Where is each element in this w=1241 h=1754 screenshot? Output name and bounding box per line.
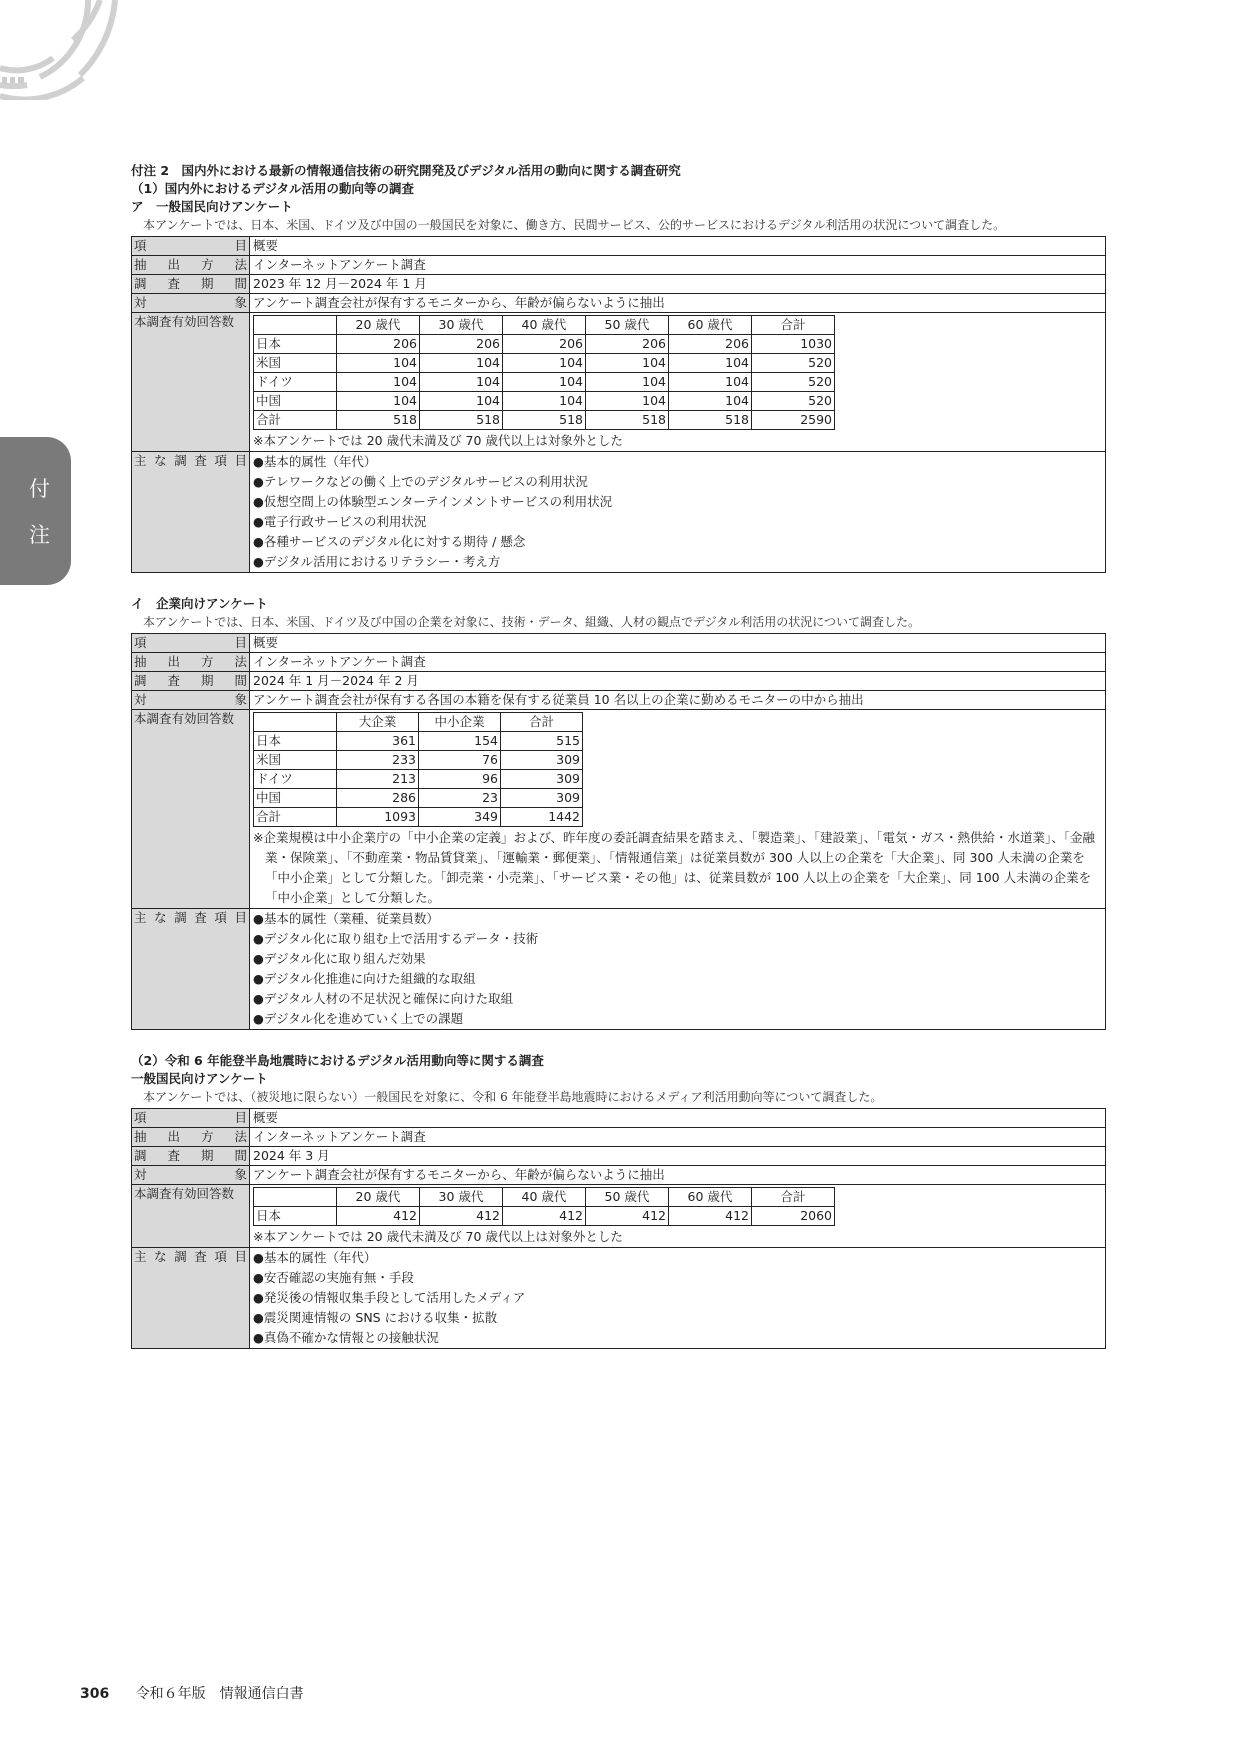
page-title: 付注 2 国内外における最新の情報通信技術の研究開発及びデジタル活用の動向に関する調査研究 [131,163,681,178]
label-responses: 本調査有効回答数 [132,313,250,452]
side-tab-char: 付 [29,477,50,501]
survey-table-general-public [131,236,1106,573]
list-item: ●仮想空間上の体験型エンターテインメントサービスの利用状況 [253,494,613,509]
label-main-items: 主 な 調 査 項 目 [132,1248,250,1349]
section-heading-1: （1）国内外におけるデジタル活用の動向等の調査 [131,181,414,196]
main-items-list [250,452,1106,573]
intro-text-b: 本アンケートでは、日本、米国、ドイツ及び中国の企業を対象に、技術・データ、組織、人材の観点でデジタル利活用の状況について調査した。 [143,615,921,629]
label-responses: 本調査有効回答数 [132,710,250,909]
list-item: ●発災後の情報収集手段として活用したメディア [253,1290,526,1305]
list-item: ●デジタル化に取り組んだ効果 [253,951,426,966]
page-content [131,162,1106,1349]
side-tab-char: 注 [29,523,50,547]
list-item: ●デジタル活用におけるリテラシー・考え方 [253,554,501,569]
responses-note: ※本アンケートでは 20 歳代未満及び 70 歳代以上は対象外とした [253,433,623,448]
table-row: 米国 233 76 309 [254,751,583,770]
intro-text-a: 本アンケートでは、日本、米国、ドイツ及び中国の一般国民を対象に、働き方、民間サービス、公的サービスにおけるデジタル利活用の状況について調査した。 [143,218,1006,232]
responses-table [253,712,583,827]
subsection-heading-a: ア 一般国民向けアンケート [131,199,293,214]
section-heading-2: （2）令和 6 年能登半島地震時におけるデジタル活用動向等に関する調査 [131,1053,544,1068]
responses-table [253,1187,835,1226]
list-item: ●デジタル化推進に向けた組織的な取組 [253,971,476,986]
responses-cell [250,313,1106,452]
period-value: 2024 年 3 月 [250,1147,1106,1166]
main-items-list [250,1248,1106,1349]
list-item: ●震災関連情報の SNS における収集・拡散 [253,1310,498,1325]
table-row: ドイツ 213 96 309 [254,770,583,789]
label-target: 対 象 [132,691,250,710]
table-row: 中国 104 104 104 104 104 520 [254,392,835,411]
label-period: 調 査 期 間 [132,1147,250,1166]
responses-note: ※本アンケートでは 20 歳代未満及び 70 歳代以上は対象外とした [253,1229,623,1244]
table-row: 日本 412 412 412 412 412 2060 [254,1207,835,1226]
list-item: ●各種サービスのデジタル化に対する期待 / 懸念 [253,534,526,549]
table-row: 米国 104 104 104 104 104 520 [254,354,835,373]
decorative-arc-graphic [0,0,140,100]
responses-cell [250,1185,1106,1248]
label-period: 調 査 期 間 [132,275,250,294]
table-row-total: 合計 518 518 518 518 518 2590 [254,411,835,430]
subsection-heading-b: イ 企業向けアンケート [131,596,268,611]
label-method: 抽 出 方 法 [132,1128,250,1147]
list-item: ●デジタル人材の不足状況と確保に向けた取組 [253,991,514,1006]
target-value: アンケート調査会社が保有するモニターから、年齢が偏らないように抽出 [250,1166,1106,1185]
overview-header: 概要 [250,1109,1106,1128]
table-header-row: 大企業 中小企業 合計 [254,713,583,732]
list-item: ●基本的属性（年代） [253,454,377,469]
label-main-items: 主 な 調 査 項 目 [132,909,250,1030]
label-main-items: 主 な 調 査 項 目 [132,452,250,573]
list-item: ●基本的属性（年代） [253,1250,377,1265]
responses-cell [250,710,1106,909]
label-target: 対 象 [132,1166,250,1185]
overview-header: 概要 [250,634,1106,653]
table-row: 日本 361 154 515 [254,732,583,751]
list-item: ●安否確認の実施有無・手段 [253,1270,414,1285]
overview-header: 概要 [250,237,1106,256]
list-item: ●電子行政サービスの利用状況 [253,514,427,529]
list-item: ●基本的属性（業種、従業員数） [253,911,439,926]
period-value: 2023 年 12 月－2024 年 1 月 [250,275,1106,294]
subsection-heading-c: 一般国民向けアンケート [131,1071,268,1086]
page-number: 306 [80,1686,110,1702]
method-value: インターネットアンケート調査 [250,1128,1106,1147]
table-header-row: 20 歳代 30 歳代 40 歳代 50 歳代 60 歳代 合計 [254,1188,835,1207]
list-item: ●テレワークなどの働く上でのデジタルサービスの利用状況 [253,474,588,489]
table-row: 中国 286 23 309 [254,789,583,808]
label-method: 抽 出 方 法 [132,653,250,672]
label-item: 項 目 [132,237,250,256]
label-item: 項 目 [132,1109,250,1128]
label-responses: 本調査有効回答数 [132,1185,250,1248]
main-items-list [250,909,1106,1030]
method-value: インターネットアンケート調査 [250,653,1106,672]
table-row-total: 合計 1093 349 1442 [254,808,583,827]
table-row: 日本 206 206 206 206 206 1030 [254,335,835,354]
intro-text-c: 本アンケートでは、（被災地に限らない）一般国民を対象に、令和 6 年能登半島地震時におけるメディア利活用動向等について調査した。 [143,1090,883,1104]
table-row: ドイツ 104 104 104 104 104 520 [254,373,835,392]
label-target: 対 象 [132,294,250,313]
appendix-side-tab [0,437,71,585]
label-item: 項 目 [132,634,250,653]
period-value: 2024 年 1 月－2024 年 2 月 [250,672,1106,691]
page-footer [80,1683,304,1703]
list-item: ●デジタル化に取り組む上で活用するデータ・技術 [253,931,539,946]
method-value: インターネットアンケート調査 [250,256,1106,275]
responses-table [253,315,835,430]
survey-table-noto-earthquake [131,1108,1106,1349]
label-method: 抽 出 方 法 [132,256,250,275]
table-header-row: 20 歳代 30 歳代 40 歳代 50 歳代 60 歳代 合計 [254,316,835,335]
survey-table-corporate [131,633,1106,1030]
list-item: ●デジタル化を進めていく上での課題 [253,1011,464,1026]
target-value: アンケート調査会社が保有する各国の本籍を保有する従業員 10 名以上の企業に勤めるモニターの中から抽出 [250,691,1106,710]
responses-note: ※企業規模は中小企業庁の「中小企業の定義」および、昨年度の委託調査結果を踏まえ、「製造業」、「建設業」、「電気・ガス・熱供給・水道業」、「金融業・保険業」、「不動産業・物品賃貸業」、「運輸業・郵便業」、「情報通信業」は従業員数が 300 人以上の企業を「大企業」、同 300 人未満の企業を「中小企業」として分類した。「卸売業・小売業」、「サービス業・その他」は、従業員数が 100 人以上の企業を「大企業」、同 100 人未満の企業を「中小企業」として分類した。 [253,830,1095,905]
publication-title: 令和６年版 情報通信白書 [135,1686,304,1702]
target-value: アンケート調査会社が保有するモニターから、年齢が偏らないように抽出 [250,294,1106,313]
list-item: ●真偽不確かな情報との接触状況 [253,1330,439,1345]
label-period: 調 査 期 間 [132,672,250,691]
